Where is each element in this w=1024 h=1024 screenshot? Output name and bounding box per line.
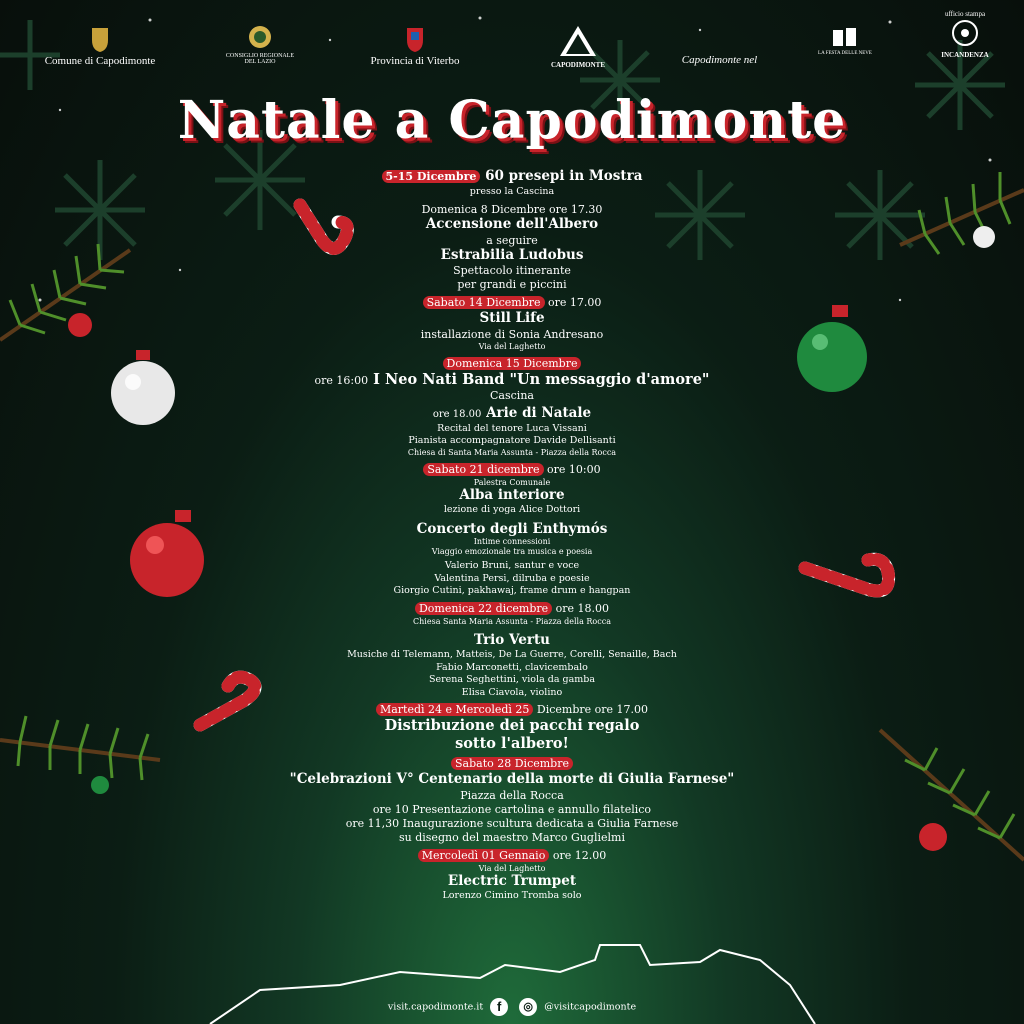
event-date: Sabato 14 Dicembre ore 17.00	[212, 296, 812, 309]
event-date: Sabato 21 dicembre ore 10:00	[212, 463, 812, 476]
event-date: Mercoledì 01 Gennaio ore 12.00	[212, 849, 812, 862]
event-title: ore 18.00 Arie di Natale	[432, 405, 592, 421]
event-place: Palestra Comunale	[473, 477, 551, 487]
event-date	[212, 357, 812, 370]
date-badge: Martedì 24 e Mercoledì 25	[376, 703, 533, 716]
event-desc: installazione di Sonia Andresano	[420, 327, 604, 341]
event-date: Domenica 8 Dicembre ore 17.30	[421, 203, 603, 216]
event-place: Via del Laghetto	[478, 863, 546, 873]
logo-ufficio-stampa: ufficio stampa INCANDENZA	[941, 10, 989, 59]
event-musician: Valerio Bruni, santur e voce	[444, 560, 580, 571]
event-title: Alba interiore	[459, 486, 565, 503]
event-title: sotto l'albero!	[455, 734, 569, 752]
date-badge: Domenica 22 dicembre	[415, 602, 552, 615]
event-desc: Recital del tenore Luca Vissani	[437, 422, 587, 434]
event-desc: Spettacolo itinerante	[453, 264, 571, 277]
event-musician: Giorgio Cutini, pakhawaj, frame drum e hangpan	[393, 585, 631, 596]
event-title: Estrabilia Ludobus	[440, 246, 584, 263]
event-desc: ore 11,30 Inaugurazione scultura dedicata a Giulia Farnese	[345, 816, 679, 830]
page-title: Natale a Capodimonte	[177, 90, 847, 151]
event-musician: Serena Seghettini, viola da gamba	[428, 674, 596, 685]
event-place: Via del Laghetto	[478, 341, 546, 351]
event-place: presso la Cascina	[469, 185, 555, 197]
logo-provincia-viterbo: Provincia di Viterbo	[365, 24, 465, 67]
event-musician: Fabio Marconetti, clavicembalo	[436, 661, 588, 673]
date-badge: Domenica 15 Dicembre	[443, 357, 582, 370]
event-program	[212, 168, 812, 904]
logo-capodimonte: CAPODIMONTE	[548, 24, 608, 69]
event-title: Still Life	[479, 310, 545, 326]
event-title: Distribuzione dei pacchi regalo	[384, 717, 640, 734]
date-badge: Mercoledì 01 Gennaio	[418, 849, 550, 862]
event-desc: Pianista accompagnatore Davide Dellisanti	[408, 435, 616, 446]
date-badge: 5-15 Dicembre	[382, 170, 481, 183]
logo-comune: Comune di Capodimonte	[40, 24, 160, 67]
event-desc: Intime connessioni	[473, 537, 551, 546]
event-1: 5-15 Dicembre 60 presepi in Mostra	[212, 170, 812, 184]
date-badge: Sabato 28 Dicembre	[451, 757, 573, 770]
event-desc: Viaggio emozionale tra musica e poesia	[431, 547, 593, 556]
instagram-handle[interactable]: @visitcapodimonte	[544, 1001, 637, 1013]
event-desc: ore 10 Presentazione cartolina e annullo filatelico	[372, 802, 652, 816]
logo-consiglio-regionale: CONSIGLIO REGIONALE DEL LAZIO	[225, 24, 295, 65]
event-desc: lezione di yoga Alice Dottori	[443, 504, 581, 515]
event-title: "Celebrazioni V° Centenario della morte di Giulia Farnese"	[289, 771, 735, 787]
event-place: Piazza della Rocca	[460, 788, 564, 802]
event-desc: su disegno del maestro Marco Guglielmi	[399, 830, 625, 844]
logo-capodimonte-nel: Capodimonte nel	[681, 54, 758, 66]
event-title: ore 16:00 I Neo Nati Band "Un messaggio d'amore"	[314, 370, 710, 388]
event-desc: Lorenzo Cimino Tromba solo	[442, 890, 582, 901]
event-date	[212, 757, 812, 770]
logo-festa-neve: LA FESTA DELLE NEVE	[815, 24, 875, 56]
event-place: Chiesa di Santa Maria Assunta - Piazza della Rocca	[407, 447, 617, 457]
date-badge: Sabato 21 dicembre	[423, 463, 543, 476]
event-place: Cascina	[490, 389, 534, 402]
instagram-icon[interactable]: ◎	[519, 998, 537, 1016]
event-title: Trio Vertu	[474, 631, 550, 648]
footer	[0, 998, 1024, 1016]
event-musician: Valentina Persi, dilruba e poesie	[434, 572, 590, 584]
event-desc: Musiche di Telemann, Matteis, De La Guerre, Corelli, Senaille, Bach	[347, 649, 677, 660]
event-date: Domenica 22 dicembre ore 18.00	[212, 602, 812, 615]
event-title: Electric Trumpet	[447, 872, 577, 889]
event-title: Accensione dell'Albero	[425, 216, 599, 232]
event-title: Concerto degli Enthymós	[416, 520, 608, 537]
event-desc: per grandi e piccini	[457, 278, 567, 291]
event-place: Chiesa Santa Maria Assunta - Piazza della Rocca	[413, 616, 611, 626]
website-link[interactable]: visit.capodimonte.it	[387, 1001, 484, 1013]
event-text: a seguire	[486, 233, 538, 247]
date-badge: Sabato 14 Dicembre	[423, 296, 545, 309]
sponsor-logos	[0, 10, 1024, 84]
facebook-icon[interactable]: f	[490, 998, 508, 1016]
event-musician: Elisa Ciavola, violino	[461, 686, 563, 698]
event-date: Martedì 24 e Mercoledì 25 Dicembre ore 17.00	[212, 703, 812, 716]
